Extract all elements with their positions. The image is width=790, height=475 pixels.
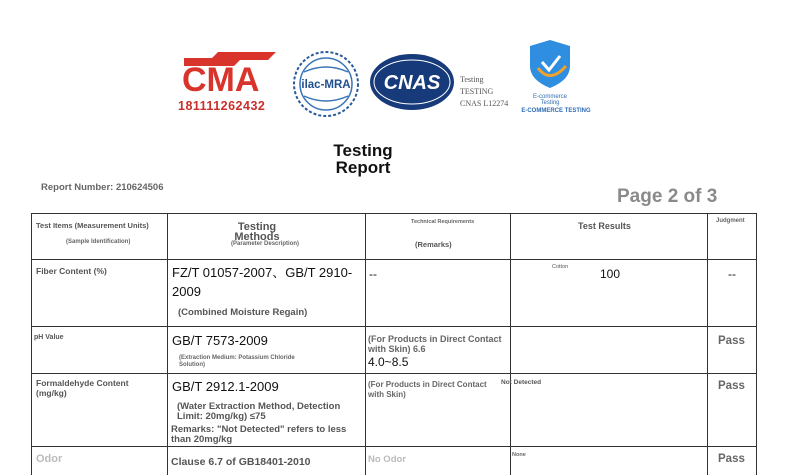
table-border <box>31 373 757 374</box>
header-remarks: (Remarks) <box>415 240 452 249</box>
row-method-note-fiber-content: (Combined Moisture Regain) <box>178 307 308 318</box>
ecommerce-testing-logo <box>520 38 604 118</box>
header-test-items: Test Items (Measurement Units) <box>36 221 149 230</box>
row-judgment-ph-value: Pass <box>718 335 745 347</box>
row-method-formaldehyde: GB/T 2912.1-2009 <box>172 379 279 394</box>
cnas-accreditation-text <box>460 46 526 110</box>
row-method-odor: Clause 6.7 of GB18401-2010 <box>171 456 311 468</box>
cnas-line: CNAS L12274 <box>460 99 509 108</box>
cma-number: 181111262432 <box>178 99 266 113</box>
header-technical-requirements: Technical Requirements <box>411 219 475 225</box>
ecommerce-line: Testing <box>540 100 560 106</box>
title-line: Report <box>335 158 391 177</box>
row-result-label-cotton: Cotton <box>552 264 569 270</box>
report-number: Report Number: 210624506 <box>41 182 164 193</box>
table-border <box>756 213 757 475</box>
report-title <box>318 142 408 176</box>
cnas-line: Testing <box>460 75 484 84</box>
table-border <box>31 259 757 260</box>
row-result-formaldehyde: Not Detected <box>501 379 542 386</box>
row-requirement-odor: No Odor <box>368 454 406 465</box>
row-method-fiber-content: FZ/T 01057-2007、GB/T 2910-2009 <box>172 265 353 299</box>
ilac-text: ilac-MRA <box>301 79 351 91</box>
row-method-note-formaldehyde: (Water Extraction Method, Detection Limit: 20mg/kg) ≤75 <box>177 401 341 422</box>
header-testing-methods: Testing Methods <box>234 221 280 243</box>
header-testing-methods-sub: (Parameter Description) <box>231 241 300 247</box>
table-border <box>167 213 168 475</box>
test-results-table <box>31 213 757 475</box>
header-test-results: Test Results <box>578 221 631 231</box>
row-result-odor: None <box>512 452 526 458</box>
header-judgment: Judgment <box>716 218 745 224</box>
row-judgment-odor: Pass <box>718 453 745 465</box>
row-judgment-fiber-content: -- <box>728 267 736 281</box>
ecommerce-line: E-commerce <box>532 94 568 100</box>
table-border <box>31 213 757 214</box>
row-item-ph-value: pH Value <box>34 334 64 341</box>
cnas-line: TESTING <box>460 87 494 96</box>
row-item-formaldehyde: Formaldehyde Content (mg/kg) <box>36 378 129 398</box>
row-remarks-formaldehyde: Remarks: "Not Detected" refers to less than 20mg/kg <box>171 424 347 445</box>
row-result-fiber-content: 100 <box>600 267 621 281</box>
table-border <box>510 213 511 475</box>
row-requirement-note-ph-value: (For Products in Direct Contact with Skin) 6.6 <box>368 334 502 354</box>
row-requirement-ph-value: 4.0~8.5 <box>368 355 409 369</box>
table-border <box>31 213 32 475</box>
row-item-odor: Odor <box>36 453 63 465</box>
row-method-ph-value: GB/T 7573-2009 <box>172 333 268 348</box>
title-line: Testing <box>333 141 393 160</box>
page-indicator: Page 2 of 3 <box>617 186 718 207</box>
table-border <box>707 213 708 475</box>
cnas-logo <box>368 52 456 112</box>
row-method-note-ph-value: (Extraction Medium: Potassium Chloride Solution) <box>179 355 295 368</box>
ecommerce-line: E-COMMERCE TESTING <box>521 108 591 114</box>
table-border <box>365 213 366 475</box>
header-test-items-sub: (Sample Identification) <box>66 239 131 245</box>
cma-text: CMA <box>182 61 260 99</box>
table-border <box>31 326 757 327</box>
ilac-mra-logo <box>290 48 362 120</box>
row-requirement-note-formaldehyde: (For Products in Direct Contact with Skin) <box>368 380 487 399</box>
row-judgment-formaldehyde: Pass <box>718 380 745 392</box>
table-border <box>31 446 757 447</box>
row-requirement-fiber-content: -- <box>369 267 377 281</box>
cnas-text: CNAS <box>383 72 441 94</box>
row-item-fiber-content: Fiber Content (%) <box>36 266 107 276</box>
